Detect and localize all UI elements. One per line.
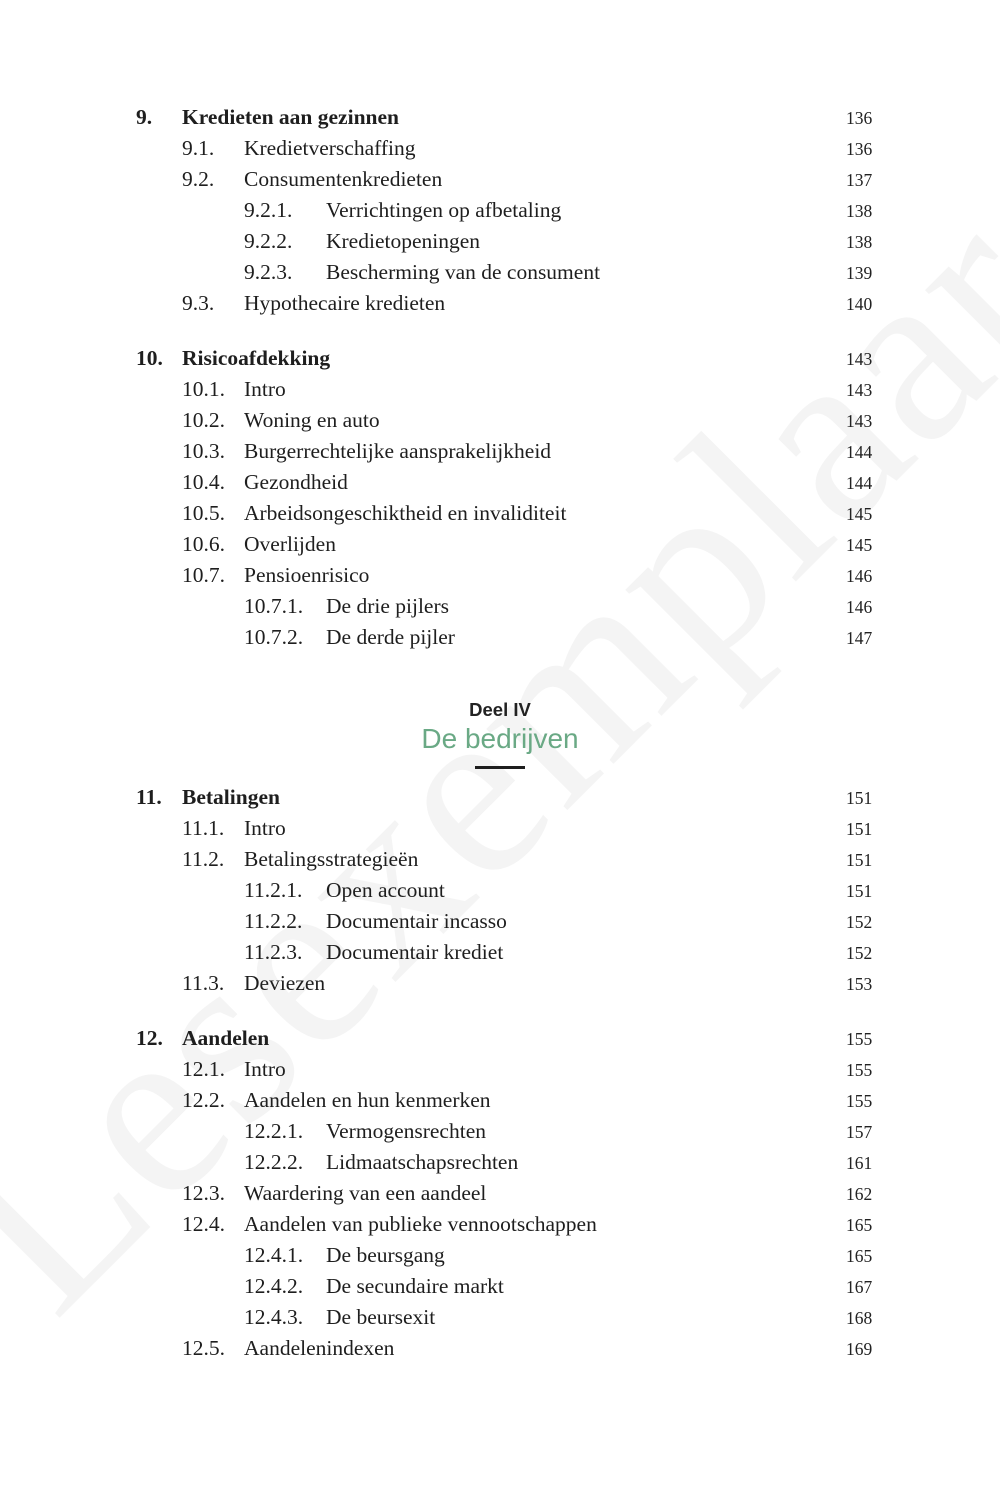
part-header	[0, 698, 1000, 769]
toc-number: 10.7.1.	[244, 594, 304, 618]
toc-page-number: 138	[846, 201, 873, 221]
toc-title: Documentair incasso	[326, 909, 507, 933]
toc-number: 9.2.2.	[244, 229, 293, 253]
toc-page-number: 138	[846, 232, 873, 252]
toc-page-number: 143	[846, 411, 873, 431]
toc-number: 10.	[136, 346, 163, 370]
toc-number: 11.2.3.	[244, 940, 303, 964]
toc-number: 11.2.1.	[244, 878, 303, 902]
toc-title: Hypothecaire kredieten	[244, 291, 446, 315]
toc-number: 12.5.	[182, 1336, 225, 1360]
toc-page-number: 143	[846, 380, 873, 400]
toc-title: Arbeidsongeschiktheid en invaliditeit	[244, 501, 567, 525]
toc-page-number: 144	[846, 473, 873, 493]
toc-title: Aandelen van publieke vennootschappen	[244, 1212, 597, 1236]
toc-page-number: 151	[846, 788, 873, 808]
toc-number: 12.4.2.	[244, 1274, 304, 1298]
toc-page-number: 151	[846, 850, 873, 870]
toc-title: Consumentenkredieten	[244, 167, 443, 191]
toc-page-number: 161	[846, 1153, 873, 1173]
toc-number: 10.4.	[182, 470, 225, 494]
toc-title: Intro	[244, 816, 286, 840]
toc-number: 10.7.	[182, 563, 225, 587]
toc-title: Deviezen	[244, 971, 326, 995]
toc-page-number: 145	[846, 504, 873, 524]
toc-title: De drie pijlers	[326, 594, 449, 618]
toc-number: 10.5.	[182, 501, 225, 525]
toc-number: 12.4.	[182, 1212, 225, 1236]
toc-page-number: 137	[846, 170, 873, 190]
toc-page-number: 145	[846, 535, 873, 555]
toc-number: 11.	[136, 785, 162, 809]
toc-title: Documentair krediet	[326, 940, 504, 964]
toc-title: Open account	[326, 878, 445, 902]
toc-page-number: 146	[846, 597, 873, 617]
toc-page-number: 151	[846, 881, 873, 901]
toc-number: 9.	[136, 105, 153, 129]
toc-title: Betalingsstrategieën	[244, 847, 419, 871]
toc-page-number: 136	[846, 139, 873, 159]
toc-title: Aandelen	[182, 1026, 270, 1050]
toc-page-number: 152	[846, 943, 873, 963]
toc-title: Vermogensrechten	[326, 1119, 486, 1143]
toc-page-number: 155	[846, 1091, 873, 1111]
toc-number: 9.3.	[182, 291, 215, 315]
toc-title: De derde pijler	[326, 625, 455, 649]
toc-page-number: 143	[846, 349, 873, 369]
toc-page-number: 152	[846, 912, 873, 932]
toc-title: Kredietopeningen	[326, 229, 481, 253]
toc-title: Overlijden	[244, 532, 336, 556]
toc-number: 12.2.2.	[244, 1150, 304, 1174]
toc-title: De beursexit	[326, 1305, 436, 1329]
toc-title: Pensioenrisico	[244, 563, 370, 587]
toc-page-number: 155	[846, 1060, 873, 1080]
toc-title: Verrichtingen op afbetaling	[326, 198, 562, 222]
toc-page-number: 139	[846, 263, 873, 283]
toc-number: 11.1.	[182, 816, 225, 840]
toc-number: 11.2.2.	[244, 909, 303, 933]
toc-number: 12.2.	[182, 1088, 225, 1112]
toc-title: Intro	[244, 377, 286, 401]
toc-number: 9.2.1.	[244, 198, 293, 222]
part-title: De bedrijven	[421, 723, 579, 754]
toc-page-number: 151	[846, 819, 873, 839]
toc-number: 12.4.3.	[244, 1305, 304, 1329]
toc-page-number: 136	[846, 108, 873, 128]
toc-number: 12.3.	[182, 1181, 225, 1205]
toc-title: Risicoafdekking	[182, 346, 331, 370]
toc-number: 10.2.	[182, 408, 225, 432]
toc-title: Aandelenindexen	[244, 1336, 395, 1360]
toc-title: Betalingen	[182, 785, 280, 809]
toc-page-number: 144	[846, 442, 873, 462]
toc-title: Aandelen en hun kenmerken	[244, 1088, 491, 1112]
toc-number: 10.7.2.	[244, 625, 304, 649]
toc-title: Gezondheid	[244, 470, 348, 494]
toc-number: 9.2.	[182, 167, 215, 191]
toc-title: De secundaire markt	[326, 1274, 504, 1298]
toc-number: 9.1.	[182, 136, 215, 160]
toc-title: Bescherming van de consument	[326, 260, 601, 284]
toc-page-number: 165	[846, 1246, 873, 1266]
toc-number: 11.3.	[182, 971, 225, 995]
toc-number: 9.2.3.	[244, 260, 293, 284]
toc-title: Intro	[244, 1057, 286, 1081]
toc-page-number: 147	[846, 628, 873, 648]
toc-number: 10.1.	[182, 377, 225, 401]
toc-title: Waardering van een aandeel	[244, 1181, 487, 1205]
toc-number: 12.1.	[182, 1057, 225, 1081]
toc-page-number: 168	[846, 1308, 873, 1328]
toc-number: 12.	[136, 1026, 163, 1050]
toc-page-number: 140	[846, 294, 873, 314]
toc-page-number: 169	[846, 1339, 873, 1359]
toc-title: Kredietverschaffing	[244, 136, 416, 160]
toc-number: 10.6.	[182, 532, 225, 556]
toc-page-number: 146	[846, 566, 873, 586]
toc-page-number: 153	[846, 974, 873, 994]
toc-number: 11.2.	[182, 847, 225, 871]
toc-title: Woning en auto	[244, 408, 380, 432]
toc-title: Lidmaatschapsrechten	[326, 1150, 519, 1174]
toc-number: 10.3.	[182, 439, 225, 463]
part-divider	[475, 766, 525, 769]
toc-page-number: 165	[846, 1215, 873, 1235]
toc-page-number: 162	[846, 1184, 873, 1204]
toc-title: Burgerrechtelijke aansprakelijkheid	[244, 439, 552, 463]
toc-title: Kredieten aan gezinnen	[182, 105, 399, 129]
toc-number: 12.4.1.	[244, 1243, 304, 1267]
toc-number: 12.2.1.	[244, 1119, 304, 1143]
toc-page-number: 167	[846, 1277, 873, 1297]
part-number: Deel IV	[469, 699, 531, 720]
toc-page-number: 155	[846, 1029, 873, 1049]
toc-page-number: 157	[846, 1122, 873, 1142]
toc-title: De beursgang	[326, 1243, 445, 1267]
